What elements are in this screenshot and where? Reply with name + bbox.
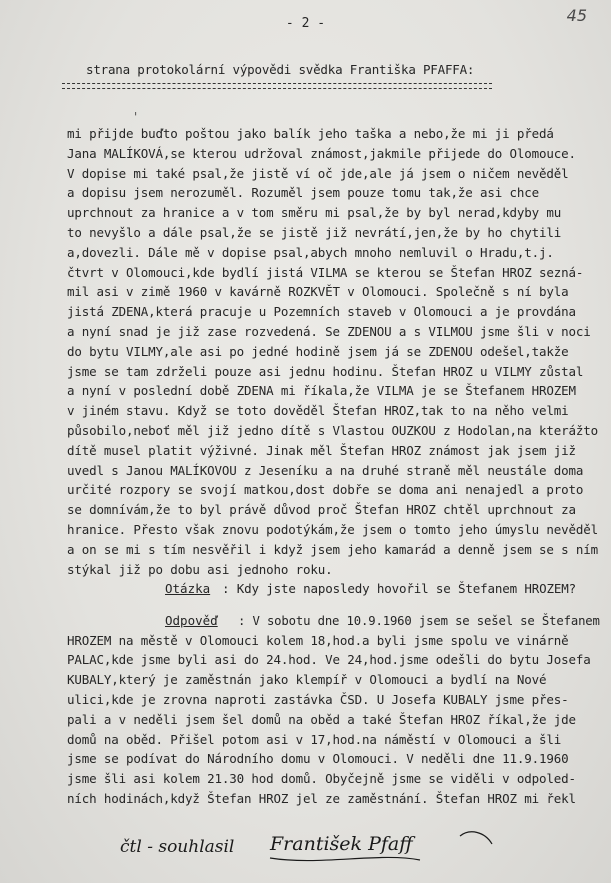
body-line: a nyní v poslední době ZDENA mi říkala,že VILMA je se Štefanem HROZEM: [67, 383, 576, 399]
answer-line: jsme se podívat do Národního domu v Olomouci. V neděli dne 11.9.1960: [67, 751, 569, 767]
heading-underline-1: [62, 83, 492, 84]
body-line: určité rozpory se svojí matkou,dost dobře se doma ani nenajedl a proto: [67, 482, 584, 498]
answer-line: jsme šli asi kolem 21.30 hod domů. Obyčejně jsme se viděli v odpoled-: [67, 771, 576, 787]
body-line: a,dovezli. Dále mě v dopise psal,abych mnoho nemluvil o Hradu,t.j.: [67, 244, 554, 260]
margin-mark: ': [132, 110, 140, 124]
body-line: Jana MALÍKOVÁ,se kterou udržoval známost,jakmile přijede do Olomouce.: [67, 145, 576, 161]
body-line: mi přijde buďto poštou jako balík jeho taška a nebo,že mi ji předá: [67, 126, 554, 141]
answer-line: HROZEM na městě v Olomouci kolem 18,hod.a byli jsme spolu ve vinárně: [67, 632, 569, 648]
body-line: jistá ZDENA,která pracuje u Pozemních staveb v Olomouci a je provdána: [67, 304, 576, 320]
body-line: uvedl s Janou MALÍKOVOU z Jeseníku a na druhé straně měl neustále doma: [67, 462, 584, 478]
body-line: to nevyšlo a dále psal,že se jistě již nevrátí,jen,že by ho chytili: [67, 225, 562, 240]
answer-line: ních hodinách,když Štefan HROZ jel ze zaměstnání. Štefan HROZ mi řekl: [67, 790, 576, 806]
heading-underline-2: [62, 88, 492, 89]
body-line: čtvrt v Olomouci,kde bydlí jistá VILMA se kterou se Štefan HROZ sezná-: [67, 264, 584, 280]
body-line: jsme se tam zdrželi pouze asi jednu hodinu. Štefan HROZ u VILMY zůstal: [67, 363, 584, 379]
answer-label: Odpověď: [165, 613, 218, 628]
body-line: se domnívám,že to byl právě důvod proč Štefan HROZ chtěl uprchnout za: [67, 502, 576, 518]
answer-line: pali a v neděli jsem šel domů na oběd a také Štefan HROZ říkal,že jde: [67, 711, 576, 727]
body-line: působilo,neboť měl již jedno dítě s Vlastou OUZKOU z Hodolan,na kterážto: [67, 423, 599, 438]
body-line: do bytu VILMY,ale asi po jedné hodině jsem já se ZDENOU odešel,takže: [67, 343, 569, 359]
body-line: a nyní snad je již zase rozvedená. Se ZDENOU a s VILMOU jsme šli v noci: [67, 324, 591, 339]
signature-name: František Pfaff: [270, 833, 413, 855]
answer-line: PALAC,kde jsme byli asi do 24.hod. Ve 24,hod.jsme odešli do bytu Josefa: [67, 652, 591, 668]
body-line: stýkal již po dobu asi jednoho roku.: [67, 561, 333, 577]
page-heading: strana protokolární výpovědi svědka Františka PFAFFA:: [86, 62, 475, 77]
body-line: dítě musel platit výživné. Jinak měl Štefan HROZ známost jak jsem již: [67, 442, 576, 458]
answer-line: KUBALY,který je zaměstnán jako klempíř v Olomouci a bydlí na Nové: [67, 672, 547, 688]
body-line: V dopise mi také psal,že jistě ví oč jde,ale já jsem o ničem nevěděl: [67, 165, 569, 181]
body-line: a on se mi s tím nesvěřil i když jsem jeho kamarád a denně jsem se s ním: [67, 541, 599, 557]
answer-line: domů na oběd. Přišel potom asi v 17,hod.na náměstí v Olomouci a šli: [67, 731, 562, 747]
folio-number: 45: [566, 6, 587, 25]
body-line: uprchnout za hranice a v tom směru mi psal,že by byl nerad,kdyby mu: [67, 205, 562, 221]
signature-note: čtl - souhlasil: [120, 837, 235, 857]
body-line: mil asi v zimě 1960 v kavárně ROZKVĚT v Olomouci. Společně s ní byla: [67, 284, 569, 300]
body-line: hranice. Přesto však znovu podotýkám,že jsem o tomto jeho úmyslu nevěděl: [67, 522, 599, 537]
answer-first-line: : V sobotu dne 10.9.1960 jsem se sešel se Štefanem: [238, 613, 600, 628]
question-text: : Kdy jste naposledy hovořil se Štefanem HROZEM?: [222, 581, 577, 596]
handwritten-signature: [120, 822, 540, 882]
question-label: Otázka: [165, 581, 211, 596]
answer-line: ulici,kde je zrovna naproti zastávka ČSD. U Josefa KUBALY jsme přes-: [67, 691, 569, 707]
body-line: v jiném stavu. Když se toto dověděl Štefan HROZ,tak to na něho velmi: [67, 403, 569, 419]
page-number: - 2 -: [285, 16, 326, 31]
body-line: a dopisu jsem nerozuměl. Rozuměl jsem pouze tomu tak,že asi chce: [67, 185, 540, 201]
